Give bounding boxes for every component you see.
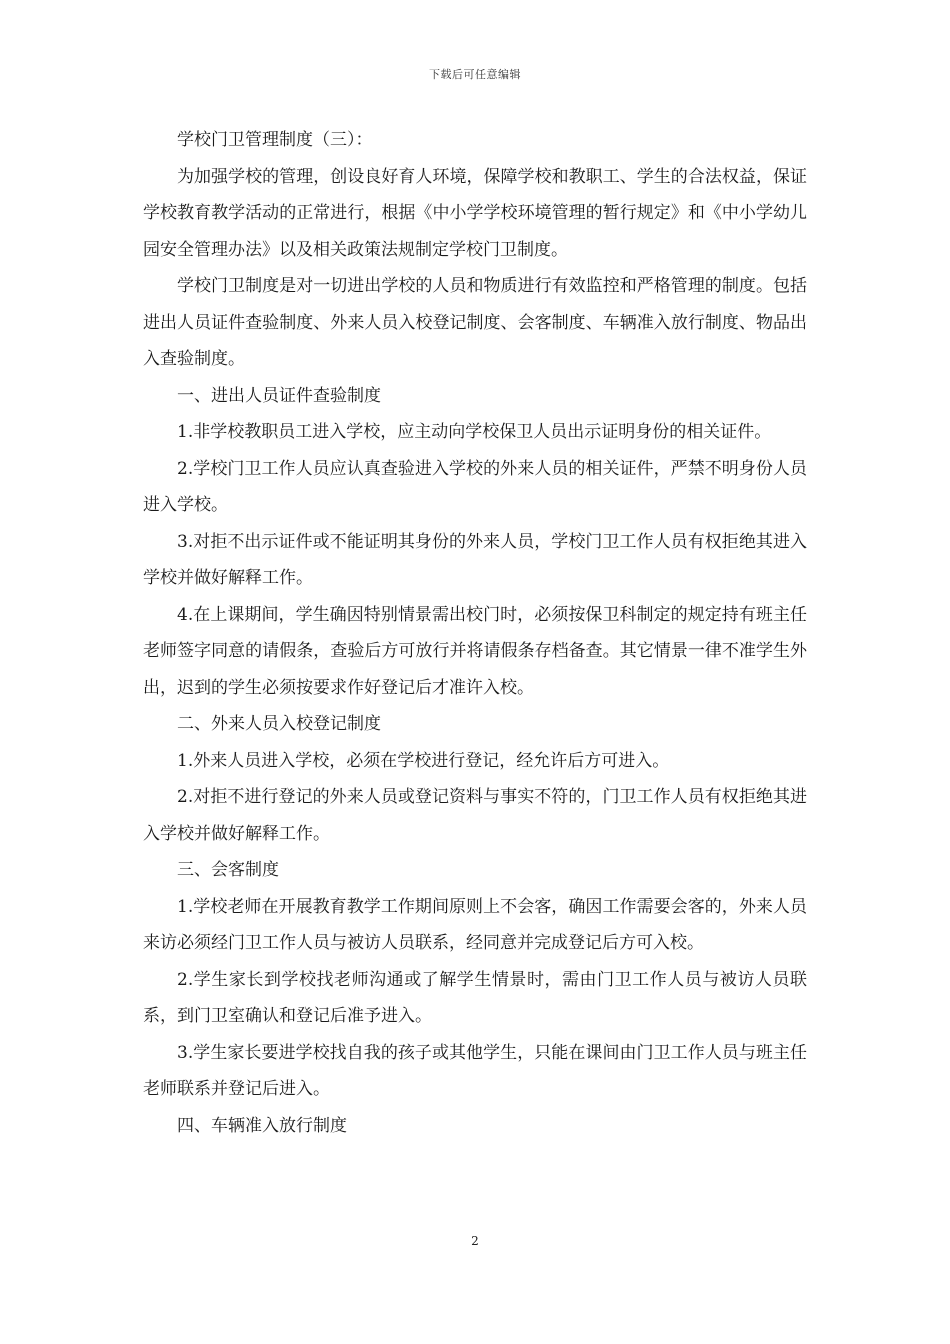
page-number: 2	[471, 1234, 479, 1248]
section-heading: 二、外来人员入校登记制度	[177, 714, 381, 734]
list-item: 1.外来人员进入学校，必须在学校进行登记，经允许后方可进入。	[177, 750, 670, 771]
list-item: 1.非学校教职员工进入学校，应主动向学校保卫人员出示证明身份的相关证件。	[177, 422, 772, 442]
list-item: 2.学校门卫工作人员应认真查验进入学校的外来人员的相关证件，严禁不明身份人员进入学校。	[143, 458, 807, 515]
list-item: 1.学校老师在开展教育教学工作期间原则上不会客，确因工作需要会客的，外来人员来访必须经门卫工作人员与被访人员联系，经同意并完成登记后方可入校。	[143, 896, 807, 953]
list-item: 2.学生家长到学校找老师沟通或了解学生情景时，需由门卫工作人员与被访人员联系，到门卫室确认和登记后准予进入。	[143, 969, 807, 1026]
list-item: 3.对拒不出示证件或不能证明其身份的外来人员，学校门卫工作人员有权拒绝其进入学校并做好解释工作。	[143, 531, 807, 588]
list-item: 2.对拒不进行登记的外来人员或登记资料与事实不符的，门卫工作人员有权拒绝其进入学校并做好解释工作。	[143, 787, 807, 844]
section-title: 学校门卫管理制度（三）：	[177, 130, 373, 150]
paragraph: 学校门卫制度是对一切进出学校的人员和物质进行有效监控和严格管理的制度。包括进出人员证件查验制度、外来人员入校登记制度、会客制度、车辆准入放行制度、物品出入查验制度。	[143, 276, 807, 369]
paragraph: 为加强学校的管理，创设良好育人环境，保障学校和教职工、学生的合法权益，保证学校教育教学活动的正常进行，根据《中小学学校环境管理的暂行规定》和《中小学幼儿园安全管理办法》以及相关政策法规制定学校门卫制度。	[143, 166, 807, 260]
section-heading: 三、会客制度	[177, 860, 279, 880]
page-header: 下载后可任意编辑	[429, 68, 521, 81]
section-heading: 一、进出人员证件查验制度	[177, 385, 381, 406]
section-heading: 四、车辆准入放行制度	[177, 1115, 347, 1136]
list-item: 4.在上课期间，学生确因特别情景需出校门时，必须按保卫科制定的规定持有班主任老师签字同意的请假条，查验后方可放行并将请假条存档备查。其它情景一律不准学生外出，迟到的学生必须按要求作好登记后才准许入校。	[143, 604, 807, 698]
document-body	[143, 122, 807, 1144]
list-item: 3.学生家长要进学校找自我的孩子或其他学生，只能在课间由门卫工作人员与班主任老师联系并登记后进入。	[143, 1042, 807, 1099]
